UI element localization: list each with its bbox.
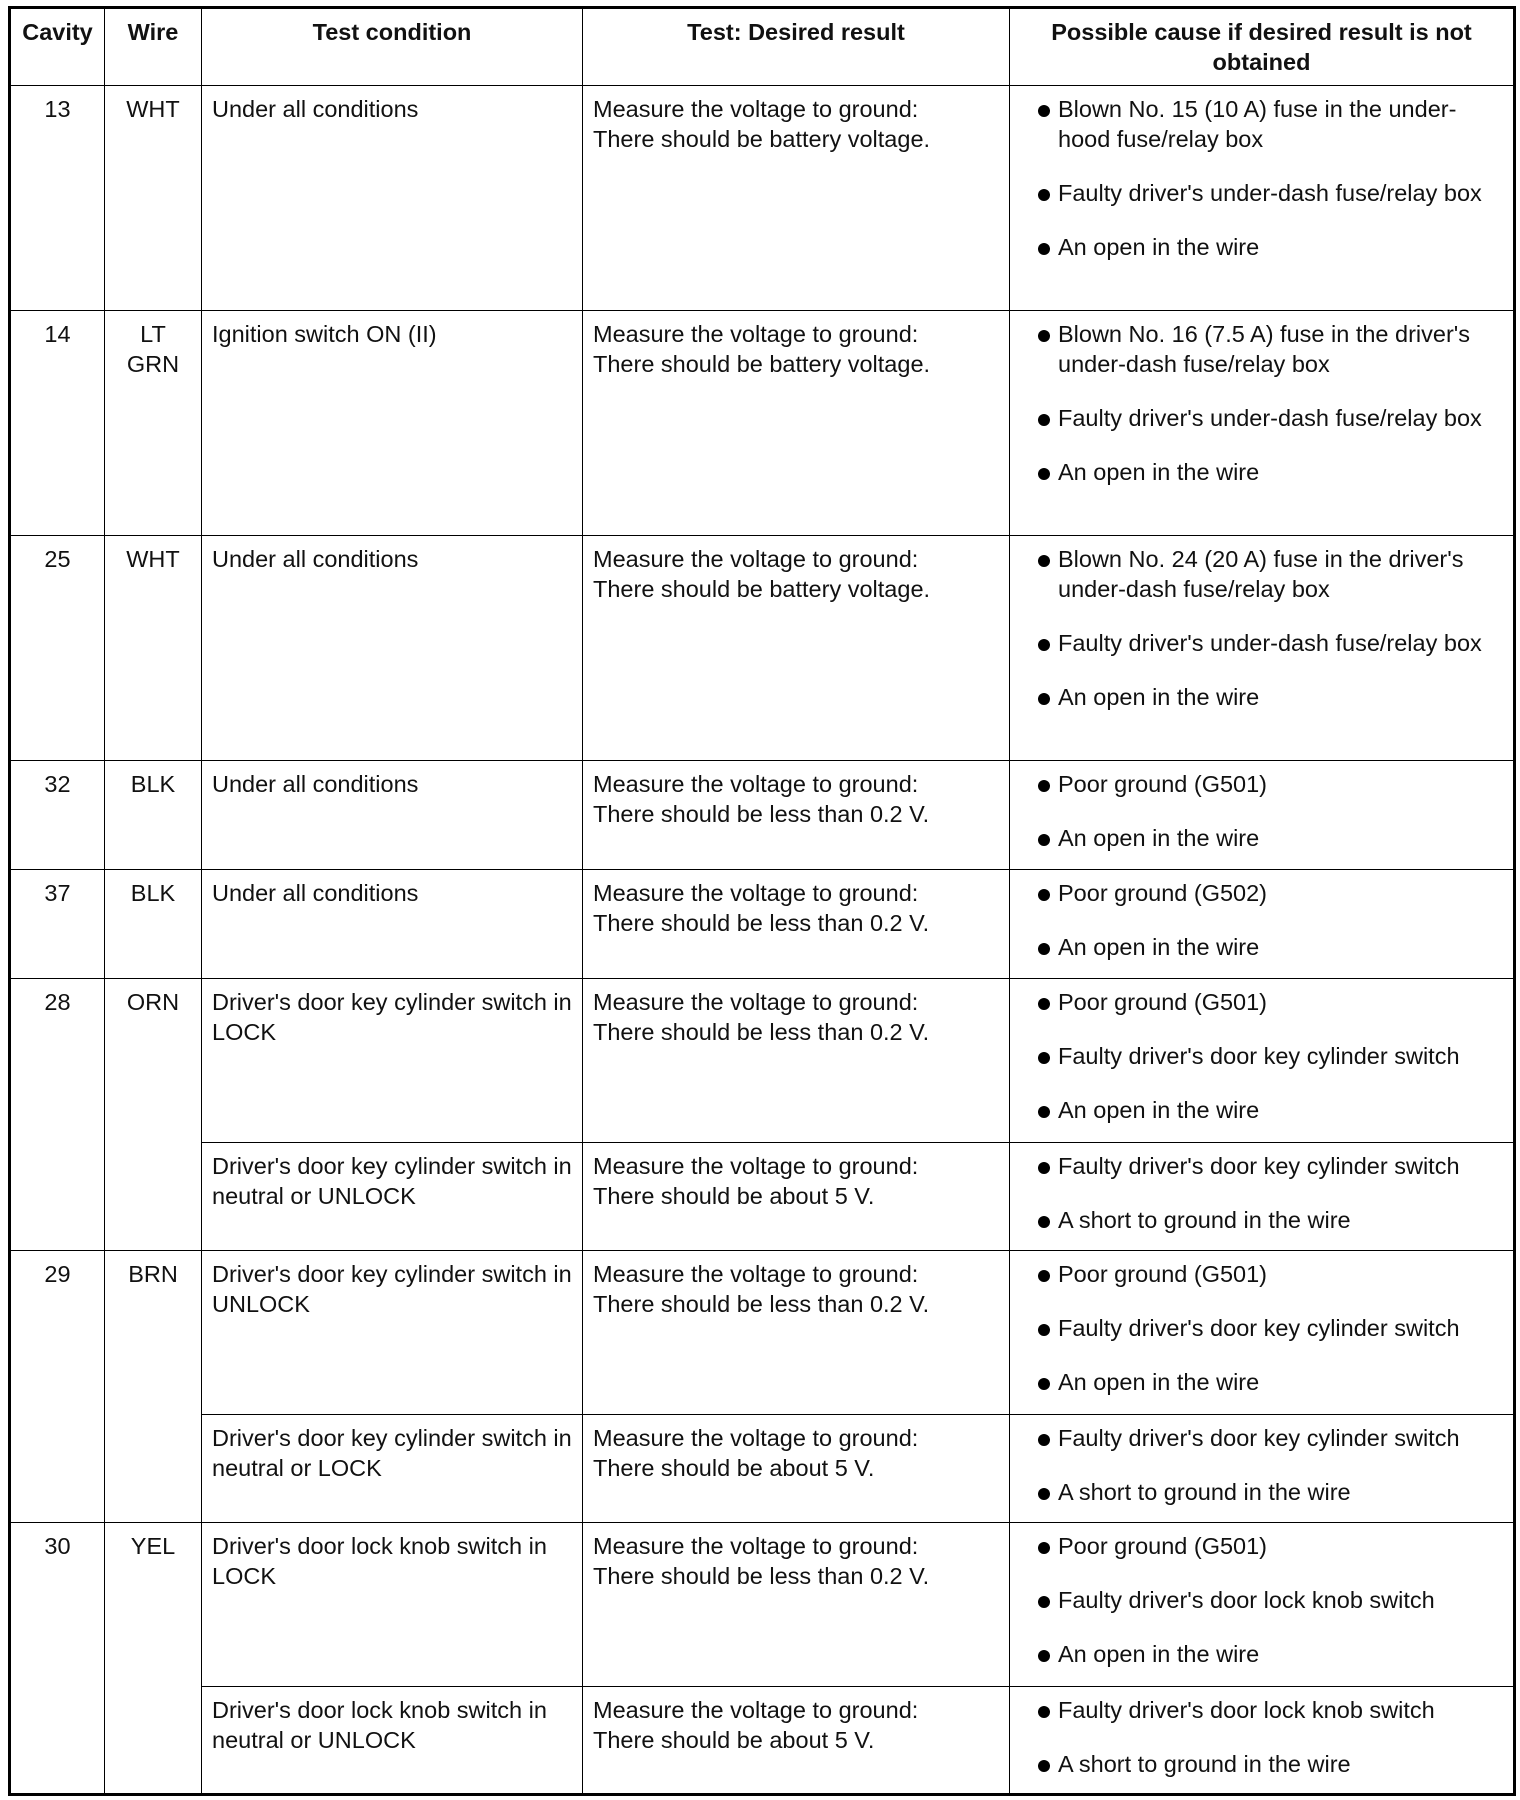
cause-item — [1020, 232, 1503, 262]
cause-item — [1020, 94, 1503, 154]
header-desired-result: Test: Desired result — [583, 8, 1010, 86]
cause-cell — [1010, 86, 1515, 311]
bullet-icon — [1038, 1706, 1050, 1718]
result-line: There should be battery voltage. — [593, 576, 931, 602]
result-cell — [583, 761, 1010, 870]
cause-item — [1020, 1695, 1503, 1725]
wire-cell: BRN — [105, 1251, 202, 1523]
result-line: Measure the voltage to ground: — [593, 1425, 919, 1451]
bullet-icon — [1038, 414, 1050, 426]
cause-list — [1020, 1151, 1503, 1235]
cavity-cell: 25 — [10, 536, 105, 761]
bullet-icon — [1038, 1052, 1050, 1064]
result-line: There should be about 5 V. — [593, 1183, 875, 1209]
cause-cell — [1010, 1523, 1515, 1687]
cause-list — [1020, 1695, 1503, 1779]
condition-cell: Driver's door key cylinder switch in neutral or LOCK — [202, 1415, 583, 1523]
bullet-icon — [1038, 1270, 1050, 1282]
table-row — [10, 1415, 1515, 1523]
cause-item — [1020, 1259, 1503, 1289]
result-line: Measure the voltage to ground: — [593, 989, 919, 1015]
cause-list — [1020, 544, 1503, 712]
cause-text: An open in the wire — [1058, 934, 1260, 960]
cause-text: An open in the wire — [1058, 1097, 1260, 1123]
result-cell — [583, 1143, 1010, 1251]
wire-cell: BLK — [105, 870, 202, 979]
condition-cell: Driver's door key cylinder switch in LOCK — [202, 979, 583, 1143]
result-line: Measure the voltage to ground: — [593, 546, 919, 572]
cause-text: Faulty driver's under-dash fuse/relay box — [1058, 180, 1482, 206]
wire-cell: BLK — [105, 761, 202, 870]
cause-cell — [1010, 536, 1515, 761]
result-cell — [583, 1687, 1010, 1795]
cause-list — [1020, 1423, 1503, 1507]
bullet-icon — [1038, 1106, 1050, 1118]
cause-item — [1020, 1423, 1503, 1453]
table-row — [10, 870, 1515, 979]
cause-item — [1020, 1585, 1503, 1615]
bullet-icon — [1038, 1324, 1050, 1336]
bullet-icon — [1038, 943, 1050, 955]
cause-item — [1020, 769, 1503, 799]
condition-cell: Driver's door lock knob switch in neutral or UNLOCK — [202, 1687, 583, 1795]
result-line: Measure the voltage to ground: — [593, 1261, 919, 1287]
result-line: There should be battery voltage. — [593, 126, 931, 152]
cavity-cell: 28 — [10, 979, 105, 1251]
table-row — [10, 86, 1515, 311]
condition-cell: Under all conditions — [202, 536, 583, 761]
result-line: There should be about 5 V. — [593, 1455, 875, 1481]
cause-list — [1020, 878, 1503, 962]
cause-text: A short to ground in the wire — [1058, 1479, 1351, 1505]
result-line: Measure the voltage to ground: — [593, 96, 919, 122]
bullet-icon — [1038, 1378, 1050, 1390]
cavity-cell: 29 — [10, 1251, 105, 1523]
cavity-cell: 13 — [10, 86, 105, 311]
header-test-condition: Test condition — [202, 8, 583, 86]
table-row — [10, 536, 1515, 761]
cause-text: Faulty driver's under-dash fuse/relay box — [1058, 405, 1482, 431]
cause-text: Poor ground (G501) — [1058, 1533, 1268, 1559]
result-cell — [583, 870, 1010, 979]
bullet-icon — [1038, 330, 1050, 342]
result-line: There should be less than 0.2 V. — [593, 1019, 930, 1045]
cause-item — [1020, 932, 1503, 962]
result-line: Measure the voltage to ground: — [593, 1153, 919, 1179]
wire-cell: WHT — [105, 536, 202, 761]
result-line: Measure the voltage to ground: — [593, 771, 919, 797]
cause-text: An open in the wire — [1058, 1641, 1260, 1667]
condition-cell: Under all conditions — [202, 870, 583, 979]
cause-item — [1020, 878, 1503, 908]
cause-text: Faulty driver's door lock knob switch — [1058, 1587, 1435, 1613]
cause-text: Blown No. 24 (20 A) fuse in the driver's under-dash fuse/relay box — [1058, 546, 1464, 602]
table-row — [10, 1687, 1515, 1795]
result-cell — [583, 86, 1010, 311]
cause-cell — [1010, 870, 1515, 979]
table-row — [10, 1523, 1515, 1687]
cause-text: An open in the wire — [1058, 234, 1260, 260]
cause-item — [1020, 1367, 1503, 1397]
cause-list — [1020, 319, 1503, 487]
cause-text: An open in the wire — [1058, 825, 1260, 851]
bullet-icon — [1038, 1216, 1050, 1228]
cause-item — [1020, 1749, 1503, 1779]
wire-cell: WHT — [105, 86, 202, 311]
cause-item — [1020, 1639, 1503, 1669]
cause-item — [1020, 1477, 1503, 1507]
condition-cell: Ignition switch ON (II) — [202, 311, 583, 536]
cause-item — [1020, 178, 1503, 208]
result-line: Measure the voltage to ground: — [593, 1533, 919, 1559]
bullet-icon — [1038, 555, 1050, 567]
connector-test-table — [8, 6, 1516, 1796]
condition-cell: Under all conditions — [202, 761, 583, 870]
cavity-cell: 32 — [10, 761, 105, 870]
cause-cell — [1010, 1687, 1515, 1795]
cause-text: Faulty driver's door key cylinder switch — [1058, 1315, 1460, 1341]
cause-cell — [1010, 311, 1515, 536]
cause-text: Poor ground (G501) — [1058, 989, 1268, 1015]
result-cell — [583, 979, 1010, 1143]
result-cell — [583, 1523, 1010, 1687]
result-line: There should be less than 0.2 V. — [593, 801, 930, 827]
cause-text: A short to ground in the wire — [1058, 1751, 1351, 1777]
cause-item — [1020, 1151, 1503, 1181]
result-cell — [583, 536, 1010, 761]
bullet-icon — [1038, 639, 1050, 651]
cause-list — [1020, 1531, 1503, 1669]
cause-text: Faulty driver's door key cylinder switch — [1058, 1425, 1460, 1451]
header-possible-cause: Possible cause if desired result is not obtained — [1010, 8, 1515, 86]
cause-text: Faulty driver's under-dash fuse/relay box — [1058, 630, 1482, 656]
cause-cell — [1010, 979, 1515, 1143]
table-row — [10, 761, 1515, 870]
bullet-icon — [1038, 834, 1050, 846]
cause-list — [1020, 987, 1503, 1125]
cause-item — [1020, 457, 1503, 487]
cause-text: Poor ground (G501) — [1058, 1261, 1268, 1287]
bullet-icon — [1038, 1542, 1050, 1554]
cause-text: An open in the wire — [1058, 459, 1260, 485]
test-table-container — [8, 6, 1516, 1796]
bullet-icon — [1038, 998, 1050, 1010]
cause-cell — [1010, 1143, 1515, 1251]
cause-item — [1020, 682, 1503, 712]
cause-cell — [1010, 761, 1515, 870]
bullet-icon — [1038, 1434, 1050, 1446]
wire-cell: LT GRN — [105, 311, 202, 536]
bullet-icon — [1038, 105, 1050, 117]
cause-item — [1020, 1095, 1503, 1125]
result-line: There should be about 5 V. — [593, 1727, 875, 1753]
result-cell — [583, 311, 1010, 536]
cause-text: Poor ground (G502) — [1058, 880, 1268, 906]
cause-text: Poor ground (G501) — [1058, 771, 1268, 797]
bullet-icon — [1038, 780, 1050, 792]
result-line: There should be less than 0.2 V. — [593, 910, 930, 936]
cause-text: Faulty driver's door key cylinder switch — [1058, 1153, 1460, 1179]
cause-text: Blown No. 15 (10 A) fuse in the under-hood fuse/relay box — [1058, 96, 1457, 152]
cause-text: Faulty driver's door lock knob switch — [1058, 1697, 1435, 1723]
condition-cell: Under all conditions — [202, 86, 583, 311]
header-wire: Wire — [105, 8, 202, 86]
cause-text: An open in the wire — [1058, 684, 1260, 710]
cause-list — [1020, 769, 1503, 853]
cause-list — [1020, 94, 1503, 262]
bullet-icon — [1038, 468, 1050, 480]
bullet-icon — [1038, 889, 1050, 901]
bullet-icon — [1038, 1760, 1050, 1772]
cause-cell — [1010, 1415, 1515, 1523]
cause-text: Faulty driver's door key cylinder switch — [1058, 1043, 1460, 1069]
condition-cell: Driver's door lock knob switch in LOCK — [202, 1523, 583, 1687]
condition-cell: Driver's door key cylinder switch in neutral or UNLOCK — [202, 1143, 583, 1251]
cavity-cell: 30 — [10, 1523, 105, 1795]
condition-cell: Driver's door key cylinder switch in UNLOCK — [202, 1251, 583, 1415]
cavity-cell: 14 — [10, 311, 105, 536]
cause-item — [1020, 823, 1503, 853]
wire-cell: YEL — [105, 1523, 202, 1795]
cause-item — [1020, 628, 1503, 658]
bullet-icon — [1038, 243, 1050, 255]
table-row — [10, 1251, 1515, 1415]
header-cavity: Cavity — [10, 8, 105, 86]
cause-item — [1020, 403, 1503, 433]
cause-item — [1020, 1313, 1503, 1343]
result-line: Measure the voltage to ground: — [593, 880, 919, 906]
result-line: There should be less than 0.2 V. — [593, 1563, 930, 1589]
cause-item — [1020, 544, 1503, 604]
cause-list — [1020, 1259, 1503, 1397]
cause-text: Blown No. 16 (7.5 A) fuse in the driver's under-dash fuse/relay box — [1058, 321, 1471, 377]
bullet-icon — [1038, 1488, 1050, 1500]
bullet-icon — [1038, 693, 1050, 705]
cause-text: A short to ground in the wire — [1058, 1207, 1351, 1233]
table-row — [10, 1143, 1515, 1251]
bullet-icon — [1038, 189, 1050, 201]
result-line: There should be battery voltage. — [593, 351, 931, 377]
header-row — [10, 8, 1515, 86]
table-row — [10, 311, 1515, 536]
cause-item — [1020, 1041, 1503, 1071]
bullet-icon — [1038, 1162, 1050, 1174]
cause-item — [1020, 319, 1503, 379]
cause-item — [1020, 1531, 1503, 1561]
result-cell — [583, 1415, 1010, 1523]
cavity-cell: 37 — [10, 870, 105, 979]
bullet-icon — [1038, 1650, 1050, 1662]
cause-cell — [1010, 1251, 1515, 1415]
cause-item — [1020, 987, 1503, 1017]
result-line: There should be less than 0.2 V. — [593, 1291, 930, 1317]
cause-text: An open in the wire — [1058, 1369, 1260, 1395]
result-line: Measure the voltage to ground: — [593, 1697, 919, 1723]
table-row — [10, 979, 1515, 1143]
result-cell — [583, 1251, 1010, 1415]
wire-cell: ORN — [105, 979, 202, 1251]
result-line: Measure the voltage to ground: — [593, 321, 919, 347]
bullet-icon — [1038, 1596, 1050, 1608]
cause-item — [1020, 1205, 1503, 1235]
